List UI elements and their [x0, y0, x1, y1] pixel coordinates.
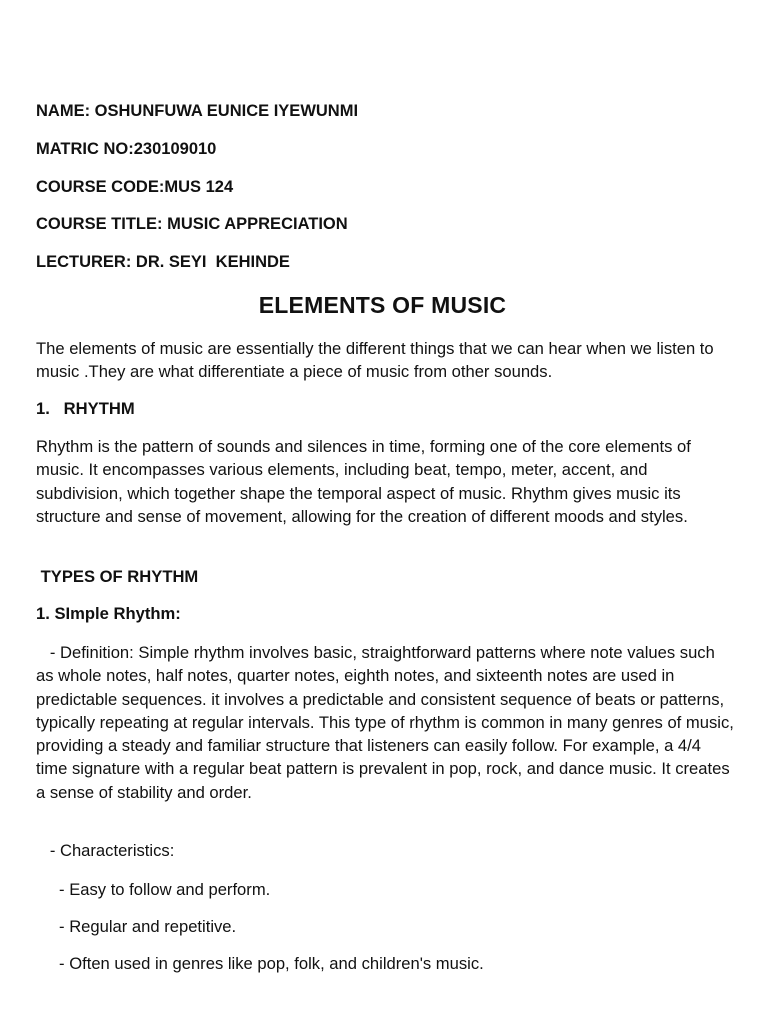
characteristic-item: - Often used in genres like pop, folk, and children's music.	[36, 954, 484, 973]
characteristics-label: - Characteristics:	[36, 841, 175, 860]
student-name: NAME: OSHUNFUWA EUNICE IYEWUNMI	[36, 102, 359, 120]
intro-paragraph: The elements of music are essentially the different things that we can hear when we listen to music .They are what differentiate a piece of music from other sounds.	[36, 339, 719, 382]
lecturer: LECTURER: DR. SEYI KEHINDE	[36, 253, 290, 271]
characteristic-item: - Regular and repetitive.	[36, 917, 237, 936]
course-title: COURSE TITLE: MUSIC APPRECIATION	[36, 215, 348, 233]
definition-paragraph: - Definition: Simple rhythm involves basic, straightforward patterns where note values such as whole notes, half notes, quarter notes, eighth notes, and sixteenth notes are used in predictable sequences. it involves a predictable and consistent sequence of beats or patterns, typically repeating at regular intervals. This type of rhythm is common in many genres of music, providing a steady and familiar structure that listeners can easily follow. For example, a 4/4 time signature with a regular beat pattern is prevalent in pop, rock, and dance music. It creates a sense of stability and order.	[36, 643, 739, 802]
section-heading-rhythm: 1. RHYTHM	[36, 399, 135, 418]
course-code: COURSE CODE:MUS 124	[36, 178, 234, 196]
simple-rhythm-heading: 1. SImple Rhythm:	[36, 604, 181, 623]
document-title: ELEMENTS OF MUSIC	[258, 292, 507, 318]
characteristic-item: - Easy to follow and perform.	[36, 880, 271, 899]
matric-number: MATRIC NO:230109010	[36, 140, 217, 158]
types-heading: TYPES OF RHYTHM	[36, 567, 199, 586]
rhythm-paragraph: Rhythm is the pattern of sounds and silences in time, forming one of the core elements of music. It encompasses various elements, including beat, tempo, meter, accent, and subdivision, which together shape the temporal aspect of music. Rhythm gives music its structure and sense of movement, allowing for the creation of different moods and styles.	[36, 437, 696, 526]
